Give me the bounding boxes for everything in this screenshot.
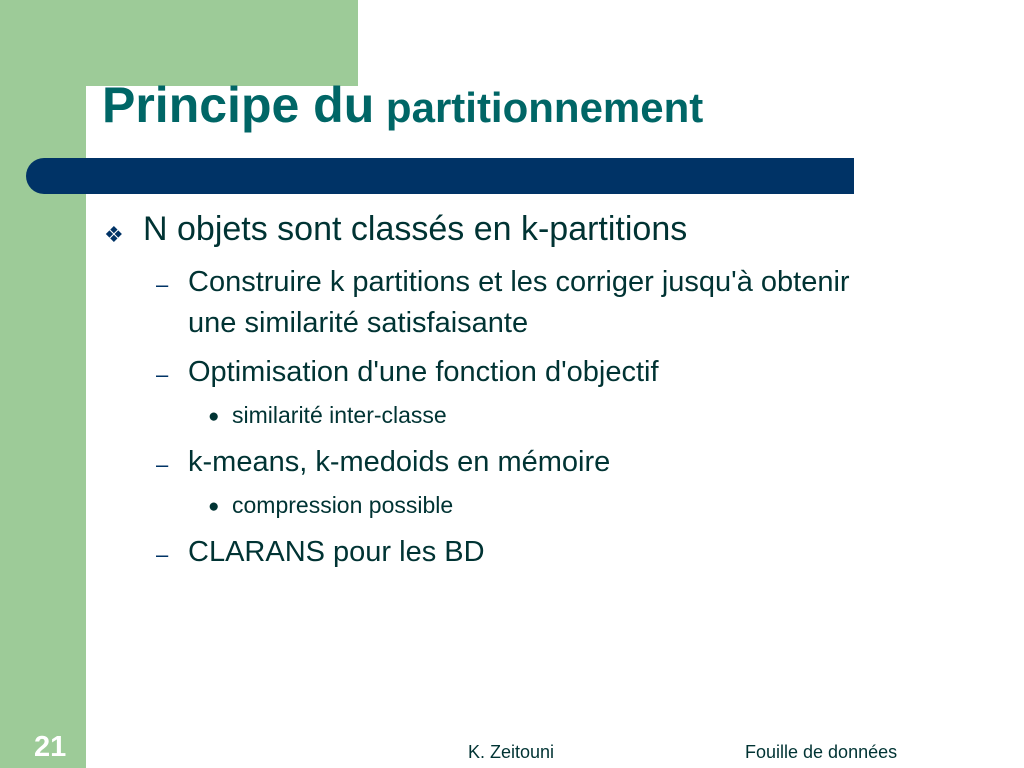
dash-bullet-icon: – — [156, 362, 169, 387]
bullet-clarans: CLARANS pour les BD — [188, 536, 485, 568]
slide-number: 21 — [34, 731, 67, 763]
dot-bullet-icon: ● — [208, 406, 220, 427]
bullet-optimisation: Optimisation d'une fonction d'objectif — [188, 356, 659, 388]
sub-bullet-compression: compression possible — [232, 492, 454, 518]
dash-bullet-icon: – — [156, 452, 169, 477]
bullet-level1: N objets sont classés en k-partitions — [143, 210, 688, 248]
footer-author: K. Zeitouni — [468, 742, 555, 762]
footer-course: Fouille de données — [745, 742, 898, 762]
title-part-1: Principe du — [102, 77, 375, 133]
dash-bullet-icon: – — [156, 542, 169, 567]
sub-bullet-similarite: similarité inter-classe — [232, 402, 447, 428]
bullet-construire: Construire k partitions et les corriger jusqu'à obtenir — [188, 266, 850, 298]
dash-bullet-icon: – — [156, 272, 169, 297]
bullet-construire-cont: une similarité satisfaisante — [188, 307, 529, 339]
diamond-bullet-icon: ❖ — [104, 222, 124, 247]
dot-bullet-icon: ● — [208, 496, 220, 517]
title-part-2: partitionnement — [374, 84, 704, 131]
bullet-kmeans: k-means, k-medoids en mémoire — [188, 446, 611, 478]
